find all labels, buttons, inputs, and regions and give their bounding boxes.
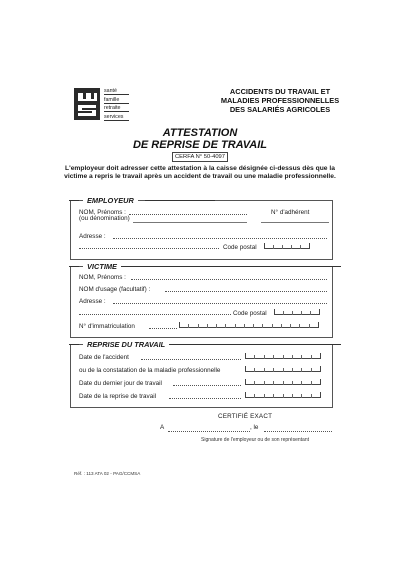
victime-nom-label: NOM, Prénoms : — [79, 274, 126, 281]
employeur-denomination-label: (ou dénomination) — [79, 215, 130, 222]
section-employeur — [70, 196, 333, 260]
intro-text: L'employeur doit adresser cette attestation à la caisse désignée ci-dessus dès que la victime a repris le travail après un accident de travail ou une maladie professionnelle. — [64, 165, 336, 181]
victime-code-postal-boxes[interactable] — [274, 309, 320, 315]
section-title — [83, 340, 169, 349]
le-label: , le — [250, 424, 259, 431]
adherent-field[interactable] — [261, 222, 329, 223]
organization-title: ACCIDENTS DU TRAVAIL ET MALADIES PROFESSIONNELLES DES SALARIÉS AGRICOLES — [220, 87, 340, 114]
form-title-line1: ATTESTATION — [162, 127, 238, 139]
victime-code-postal-label: Code postal — [233, 310, 267, 317]
cerfa-number: CERFA N° 50-4097 — [172, 152, 228, 162]
employeur-nom-field[interactable] — [129, 214, 247, 215]
date-reprise-label: Date de la reprise de travail — [79, 393, 157, 400]
victime-adresse-field-2[interactable] — [79, 314, 231, 315]
form-reference: Réf. : 113 ATA 02 - PAG/CCMSA — [74, 471, 141, 476]
immatriculation-label: N° d'immatriculation — [79, 323, 135, 330]
victime-nom-usage-field[interactable] — [165, 291, 327, 292]
date-accident-boxes[interactable] — [245, 353, 321, 359]
constatation-label: ou de la constatation de la maladie professionnelle — [79, 367, 221, 374]
section-title — [83, 262, 121, 271]
employeur-nom-line2[interactable] — [133, 222, 247, 223]
logo-line: santé — [104, 88, 129, 95]
msa-logo — [74, 88, 154, 122]
title-rule — [121, 266, 341, 267]
msa-logo-mark — [74, 88, 100, 120]
employeur-code-postal-boxes[interactable] — [264, 243, 310, 249]
adherent-label: N° d'adhérent — [271, 209, 310, 216]
employeur-adresse-field-2[interactable] — [79, 248, 219, 249]
immatriculation-leader — [149, 328, 177, 329]
immatriculation-boxes[interactable] — [179, 322, 319, 328]
section-title-text: VICTIME — [87, 262, 117, 271]
victime-nom-field[interactable] — [131, 279, 327, 280]
title-rule — [69, 344, 79, 345]
form-title-line2: DE REPRISE DE TRAVAIL — [132, 139, 268, 151]
dernier-jour-label: Date du dernier jour de travail — [79, 380, 162, 387]
date-reprise-leader — [169, 398, 241, 399]
certifie-exact: CERTIFIÉ EXACT — [218, 413, 273, 420]
logo-line: famille — [104, 97, 129, 104]
date-signature-field[interactable] — [264, 431, 332, 432]
constatation-boxes[interactable] — [245, 366, 321, 372]
victime-adresse-field[interactable] — [113, 303, 327, 304]
date-accident-label: Date de l'accident — [79, 354, 129, 361]
date-reprise-boxes[interactable] — [245, 392, 321, 398]
form-title — [100, 127, 300, 151]
lieu-field[interactable] — [168, 431, 250, 432]
employeur-code-postal-label: Code postal — [223, 244, 257, 251]
employeur-adresse-label: Adresse : — [79, 233, 106, 240]
section-title — [83, 196, 138, 205]
title-rule — [169, 344, 341, 345]
section-victime — [70, 262, 333, 338]
employeur-nom-label: NOM, Prénoms : — [79, 209, 126, 216]
section-reprise — [70, 340, 333, 408]
date-accident-leader — [141, 359, 241, 360]
victime-nom-usage-label: NOM d'usage (facultatif) : — [79, 286, 151, 293]
signature-caption: Signature de l'employeur ou de son représentant — [201, 437, 309, 443]
section-title-text: REPRISE DU TRAVAIL — [87, 340, 166, 349]
logo-line: retraite — [104, 105, 129, 112]
section-title-text: EMPLOYEUR — [87, 196, 134, 205]
title-rule — [69, 266, 79, 267]
victime-adresse-label: Adresse : — [79, 298, 106, 305]
dernier-jour-leader — [173, 385, 241, 386]
title-rule — [69, 200, 79, 201]
a-label: A — [160, 424, 165, 431]
logo-tagline — [104, 88, 129, 121]
dernier-jour-boxes[interactable] — [245, 379, 321, 385]
title-rule — [145, 200, 215, 201]
employeur-adresse-field[interactable] — [113, 238, 327, 239]
logo-line: services — [104, 114, 129, 121]
